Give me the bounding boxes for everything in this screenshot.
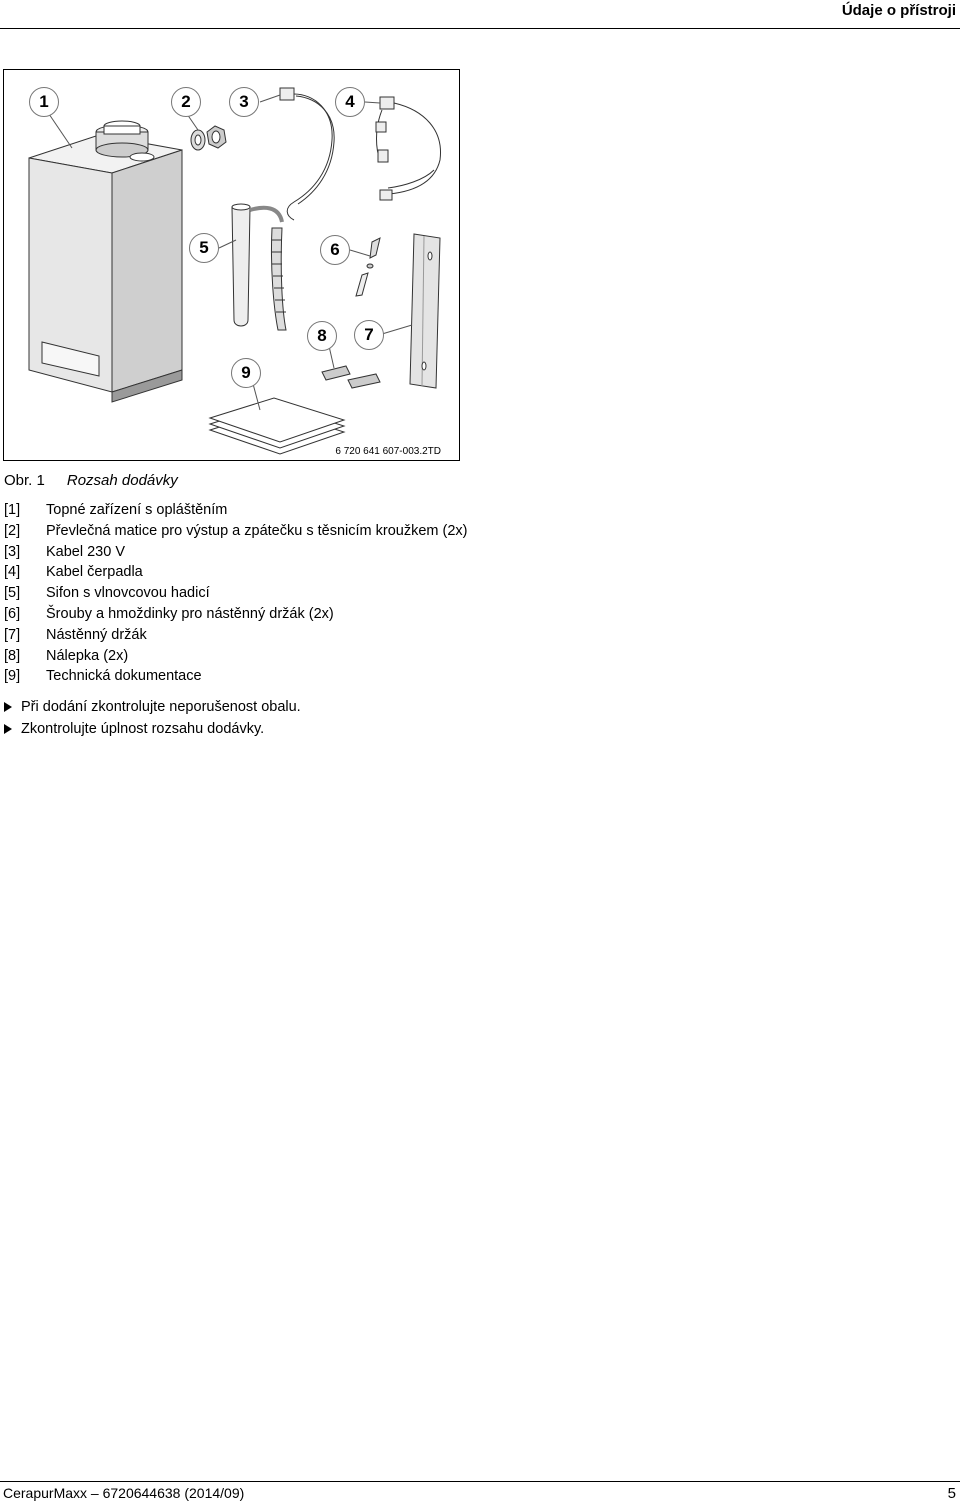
action-step-text: Zkontrolujte úplnost rozsahu dodávky.: [21, 721, 265, 737]
list-item: [4, 604, 467, 625]
action-steps-list: [4, 696, 301, 740]
item-number: [3]: [4, 543, 21, 560]
power-cable-drawing: [280, 88, 334, 220]
action-step: [4, 718, 301, 740]
figure-caption-title: Rozsah dodávky: [66, 472, 178, 489]
action-step-text: Při dodání zkontrolujte neporušenost obalu.: [21, 699, 301, 715]
callout-4: 4: [335, 87, 365, 117]
scope-of-delivery-figure: [3, 69, 460, 461]
stickers-drawing: [322, 366, 380, 388]
triangle-bullet-icon: [4, 724, 12, 734]
delivery-items-list: [4, 500, 467, 687]
item-number: [8]: [4, 647, 21, 664]
item-text: Nástěnný držák: [46, 626, 147, 643]
header-divider: [0, 28, 960, 29]
list-item: [4, 583, 467, 604]
list-item: [4, 646, 467, 667]
documentation-drawing: [210, 398, 344, 454]
item-number: [6]: [4, 605, 21, 622]
item-text: Šrouby a hmoždinky pro nástěnný držák (2x): [46, 605, 334, 622]
item-text: Topné zařízení s opláštěním: [46, 502, 228, 518]
wall-bracket-drawing: [410, 234, 440, 388]
list-item: [4, 500, 467, 521]
item-number: [4]: [4, 564, 21, 581]
list-item: [4, 666, 467, 687]
union-nuts-drawing: [191, 126, 226, 150]
callout-1: 1: [29, 87, 59, 117]
callout-9: 9: [231, 358, 261, 388]
figure-caption: [4, 472, 178, 489]
callout-2: 2: [171, 87, 201, 117]
item-number: [1]: [4, 502, 21, 518]
item-text: Technická dokumentace: [46, 668, 202, 685]
page-number: 5: [947, 1485, 956, 1502]
callout-5: 5: [189, 233, 219, 263]
item-number: [2]: [4, 522, 21, 539]
item-number: [5]: [4, 585, 21, 602]
figure-illustration: [4, 70, 461, 462]
item-text: Kabel 230 V: [46, 543, 126, 560]
figure-code: 6 720 641 607-003.2TD: [335, 446, 441, 457]
boiler-unit-drawing: [29, 121, 182, 402]
list-item: [4, 521, 467, 542]
section-title: Údaje o přístroji: [841, 2, 956, 19]
item-text: Nálepka (2x): [46, 647, 129, 664]
siphon-drawing: [232, 204, 286, 330]
footer-document-reference: CerapurMaxx – 6720644638 (2014/09): [3, 1485, 245, 1501]
callout-6: 6: [320, 235, 350, 265]
figure-caption-label: Obr. 1: [4, 472, 45, 489]
callout-3: 3: [229, 87, 259, 117]
item-number: [9]: [4, 668, 21, 685]
list-item: [4, 562, 467, 583]
list-item: [4, 625, 467, 646]
action-step: [4, 696, 301, 718]
callout-8: 8: [307, 321, 337, 351]
pump-cable-drawing: [376, 97, 441, 200]
callout-7: 7: [354, 320, 384, 350]
triangle-bullet-icon: [4, 702, 12, 712]
screws-drawing: [356, 238, 380, 296]
item-text: Převlečná matice pro výstup a zpátečku s těsnicím kroužkem (2x): [46, 522, 468, 539]
item-number: [7]: [4, 626, 21, 643]
footer-divider: [0, 1481, 960, 1482]
list-item: [4, 542, 467, 563]
item-text: Sifon s vlnovcovou hadicí: [46, 585, 210, 602]
item-text: Kabel čerpadla: [46, 564, 143, 581]
